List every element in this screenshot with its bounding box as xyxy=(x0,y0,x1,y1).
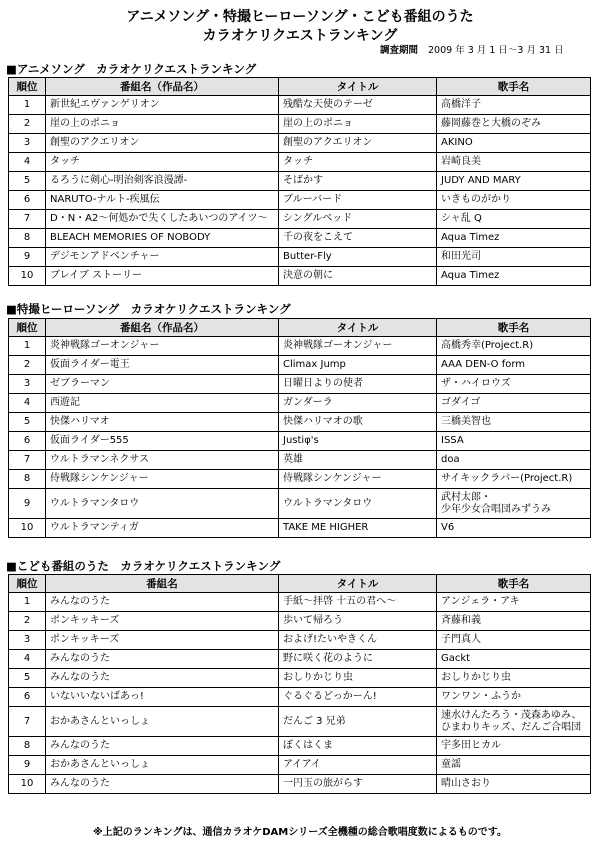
song-title-cell: Justiφ's xyxy=(279,432,437,451)
page-title: アニメソング・特撮ヒーローソング・こども番組のうた xyxy=(126,9,474,25)
program-cell: みんなのうた xyxy=(46,593,279,612)
song-title-cell: タッチ xyxy=(279,153,437,172)
table-row xyxy=(9,356,591,375)
table-row xyxy=(9,612,591,631)
song-title-cell: 決意の朝に xyxy=(279,267,437,286)
program-cell: 炎神戦隊ゴーオンジャー xyxy=(46,337,279,356)
page-subtitle: カラオケリクエストランキング xyxy=(202,28,398,44)
rank-cell: 6 xyxy=(9,432,46,451)
rank-cell: 10 xyxy=(9,519,46,538)
song-title-cell: およげ!たいやきくん xyxy=(279,631,437,650)
rank-cell: 4 xyxy=(9,153,46,172)
rank-cell: 1 xyxy=(9,337,46,356)
artist-cell: 岩崎良美 xyxy=(437,153,591,172)
program-cell: みんなのうた xyxy=(46,775,279,794)
table-row xyxy=(9,413,591,432)
table-row xyxy=(9,669,591,688)
artist-line-2: ひまわりキッズ、だんご合唱団 xyxy=(441,721,582,733)
song-title-cell: 創聖のアクエリオン xyxy=(279,134,437,153)
song-title-cell: ウルトラマンタロウ xyxy=(279,489,437,519)
song-title-cell: ぐるぐるどっかーん! xyxy=(279,688,437,707)
table-row xyxy=(9,593,591,612)
table-header-row xyxy=(9,575,591,593)
program-cell: ウルトラマンティガ xyxy=(46,519,279,538)
rank-cell: 2 xyxy=(9,356,46,375)
table-row xyxy=(9,707,591,737)
artist-cell: AKINO xyxy=(437,134,591,153)
artist-cell: アンジェラ・アキ xyxy=(437,593,591,612)
table-row xyxy=(9,737,591,756)
rank-cell: 6 xyxy=(9,191,46,210)
program-cell: ポンキッキーズ xyxy=(46,631,279,650)
footnote: ※上記のランキングは、通信カラオケDAMシリーズ全機種の総合歌唱度数によるものです。 xyxy=(93,827,507,838)
survey-period-value: 2009 年 3 月 1 日～3 月 31 日 xyxy=(428,45,564,56)
artist-column-header: 歌手名 xyxy=(437,575,591,593)
rank-cell: 10 xyxy=(9,775,46,794)
song-title-cell: そばかす xyxy=(279,172,437,191)
program-column-header: 番組名（作品名） xyxy=(46,319,279,337)
program-cell: ウルトラマンタロウ xyxy=(46,489,279,519)
table-row xyxy=(9,451,591,470)
table-row xyxy=(9,337,591,356)
song-title-cell: シングルベッド xyxy=(279,210,437,229)
artist-cell: 高橋洋子 xyxy=(437,96,591,115)
table-row xyxy=(9,210,591,229)
program-cell: 崖の上のポニョ xyxy=(46,115,279,134)
artist-cell: 子門真人 xyxy=(437,631,591,650)
program-cell: D・N・A2～何処かで失くしたあいつのアイツ～ xyxy=(46,210,279,229)
table-header-row xyxy=(9,319,591,337)
program-cell: るろうに剣心-明治剣客浪漫譚- xyxy=(46,172,279,191)
program-cell: ウルトラマンネクサス xyxy=(46,451,279,470)
table-row xyxy=(9,375,591,394)
table-row xyxy=(9,756,591,775)
table-row xyxy=(9,96,591,115)
song-title-cell: 炎神戦隊ゴーオンジャー xyxy=(279,337,437,356)
artist-cell: Gackt xyxy=(437,650,591,669)
artist-cell: AAA DEN-O form xyxy=(437,356,591,375)
song-title-cell: 野に咲く花のように xyxy=(279,650,437,669)
artist-cell: Aqua Timez xyxy=(437,267,591,286)
artist-line-2: 少年少女合唱団みずうみ xyxy=(441,503,551,515)
program-cell: 仮面ライダー555 xyxy=(46,432,279,451)
tokusatsu-ranking-table xyxy=(8,318,591,538)
artist-cell: JUDY AND MARY xyxy=(437,172,591,191)
table-row xyxy=(9,248,591,267)
song-title-cell: 千の夜をこえて xyxy=(279,229,437,248)
song-title-cell: 崖の上のポニョ xyxy=(279,115,437,134)
program-cell: 新世紀エヴァンゲリオン xyxy=(46,96,279,115)
song-title-cell: おしりかじり虫 xyxy=(279,669,437,688)
program-cell: ポンキッキーズ xyxy=(46,612,279,631)
program-cell: みんなのうた xyxy=(46,669,279,688)
song-title-cell: ブルーバード xyxy=(279,191,437,210)
artist-column-header: 歌手名 xyxy=(437,319,591,337)
program-cell: おかあさんといっしょ xyxy=(46,707,279,737)
song-title-cell: 歩いて帰ろう xyxy=(279,612,437,631)
rank-cell: 7 xyxy=(9,451,46,470)
artist-cell: doa xyxy=(437,451,591,470)
table-row xyxy=(9,134,591,153)
program-cell: ゼブラーマン xyxy=(46,375,279,394)
table-row xyxy=(9,631,591,650)
artist-cell: ISSA xyxy=(437,432,591,451)
program-cell: おかあさんといっしょ xyxy=(46,756,279,775)
artist-cell xyxy=(437,707,591,737)
rank-cell: 2 xyxy=(9,612,46,631)
survey-period xyxy=(380,45,590,57)
rank-cell: 1 xyxy=(9,96,46,115)
rank-cell: 3 xyxy=(9,375,46,394)
artist-cell: 三橋美智也 xyxy=(437,413,591,432)
song-title-cell: アイアイ xyxy=(279,756,437,775)
program-cell: 創聖のアクエリオン xyxy=(46,134,279,153)
kids-ranking-table xyxy=(8,574,591,794)
program-cell: いないいないばあっ! xyxy=(46,688,279,707)
rank-cell: 8 xyxy=(9,470,46,489)
table-row xyxy=(9,153,591,172)
song-title-cell: Climax Jump xyxy=(279,356,437,375)
artist-line-1: 武村太郎・ xyxy=(441,491,491,503)
program-cell: デジモンアドベンチャー xyxy=(46,248,279,267)
song-title-cell: 快傑ハリマオの歌 xyxy=(279,413,437,432)
artist-cell: サイキックラバー(Project.R) xyxy=(437,470,591,489)
program-cell: BLEACH MEMORIES OF NOBODY xyxy=(46,229,279,248)
rank-cell: 9 xyxy=(9,756,46,775)
song-title-cell: 残酷な天使のテーゼ xyxy=(279,96,437,115)
program-column-header: 番組名（作品名） xyxy=(46,78,279,96)
rank-cell: 5 xyxy=(9,172,46,191)
song-title-cell: ぼくはくま xyxy=(279,737,437,756)
song-title-cell: TAKE ME HIGHER xyxy=(279,519,437,538)
artist-cell: 斉藤和義 xyxy=(437,612,591,631)
table-row xyxy=(9,519,591,538)
program-cell: タッチ xyxy=(46,153,279,172)
song-title-cell: 手紙～拝啓 十五の君へ～ xyxy=(279,593,437,612)
artist-column-header: 歌手名 xyxy=(437,78,591,96)
rank-cell: 7 xyxy=(9,707,46,737)
artist-cell: 藤岡藤巻と大橋のぞみ xyxy=(437,115,591,134)
rank-cell: 5 xyxy=(9,413,46,432)
program-cell: 仮面ライダー電王 xyxy=(46,356,279,375)
song-title-cell: 一円玉の旅がらす xyxy=(279,775,437,794)
song-title-cell: 侍戦隊シンケンジャー xyxy=(279,470,437,489)
artist-cell: Aqua Timez xyxy=(437,229,591,248)
table-header-row xyxy=(9,78,591,96)
artist-cell: 宇多田ヒカル xyxy=(437,737,591,756)
artist-cell: ザ・ハイロウズ xyxy=(437,375,591,394)
kids-section-heading: ■こども番組のうた カラオケリクエストランキング xyxy=(6,559,281,573)
artist-cell: おしりかじり虫 xyxy=(437,669,591,688)
rank-cell: 5 xyxy=(9,669,46,688)
rank-cell: 10 xyxy=(9,267,46,286)
program-cell: NARUTO-ナルト-疾風伝 xyxy=(46,191,279,210)
anime-section-heading: ■アニメソング カラオケリクエストランキング xyxy=(6,62,257,76)
artist-cell: ゴダイゴ xyxy=(437,394,591,413)
rank-column-header: 順位 xyxy=(9,78,46,96)
table-row xyxy=(9,267,591,286)
rank-cell: 7 xyxy=(9,210,46,229)
rank-cell: 8 xyxy=(9,229,46,248)
program-cell: 西遊記 xyxy=(46,394,279,413)
rank-cell: 3 xyxy=(9,134,46,153)
rank-cell: 6 xyxy=(9,688,46,707)
artist-cell: シャ乱 Q xyxy=(437,210,591,229)
rank-cell: 3 xyxy=(9,631,46,650)
table-row xyxy=(9,432,591,451)
rank-cell: 8 xyxy=(9,737,46,756)
table-row xyxy=(9,650,591,669)
artist-cell: 高橋秀幸(Project.R) xyxy=(437,337,591,356)
song-title-cell: ガンダーラ xyxy=(279,394,437,413)
artist-line-1: 速水けんたろう・茂森あゆみ、 xyxy=(441,709,582,721)
rank-column-header: 順位 xyxy=(9,575,46,593)
artist-cell: いきものがかり xyxy=(437,191,591,210)
table-row xyxy=(9,688,591,707)
song-title-cell: 英雄 xyxy=(279,451,437,470)
artist-cell: 童謡 xyxy=(437,756,591,775)
program-cell: 侍戦隊シンケンジャー xyxy=(46,470,279,489)
rank-cell: 2 xyxy=(9,115,46,134)
table-row xyxy=(9,470,591,489)
rank-column-header: 順位 xyxy=(9,319,46,337)
song-title-cell: Butter-Fly xyxy=(279,248,437,267)
table-row xyxy=(9,229,591,248)
artist-cell: 晴山さおり xyxy=(437,775,591,794)
table-row xyxy=(9,115,591,134)
rank-cell: 4 xyxy=(9,394,46,413)
table-row xyxy=(9,489,591,519)
rank-cell: 1 xyxy=(9,593,46,612)
title-column-header: タイトル xyxy=(279,319,437,337)
program-cell: ブレイブ ストーリー xyxy=(46,267,279,286)
table-row xyxy=(9,394,591,413)
artist-cell: V6 xyxy=(437,519,591,538)
tokusatsu-section-heading: ■特撮ヒーローソング カラオケリクエストランキング xyxy=(6,302,291,316)
title-column-header: タイトル xyxy=(279,575,437,593)
rank-cell: 9 xyxy=(9,248,46,267)
program-cell: みんなのうた xyxy=(46,650,279,669)
artist-cell: 和田光司 xyxy=(437,248,591,267)
program-column-header: 番組名 xyxy=(46,575,279,593)
artist-cell: ワンワン・ふうか xyxy=(437,688,591,707)
artist-cell xyxy=(437,489,591,519)
table-row xyxy=(9,775,591,794)
rank-cell: 9 xyxy=(9,489,46,519)
anime-ranking-table xyxy=(8,77,591,286)
survey-period-label: 調査期間 xyxy=(380,45,419,56)
program-cell: 快傑ハリマオ xyxy=(46,413,279,432)
rank-cell: 4 xyxy=(9,650,46,669)
song-title-cell: 日曜日よりの使者 xyxy=(279,375,437,394)
table-row xyxy=(9,172,591,191)
program-cell: みんなのうた xyxy=(46,737,279,756)
title-column-header: タイトル xyxy=(279,78,437,96)
table-row xyxy=(9,191,591,210)
song-title-cell: だんご 3 兄弟 xyxy=(279,707,437,737)
